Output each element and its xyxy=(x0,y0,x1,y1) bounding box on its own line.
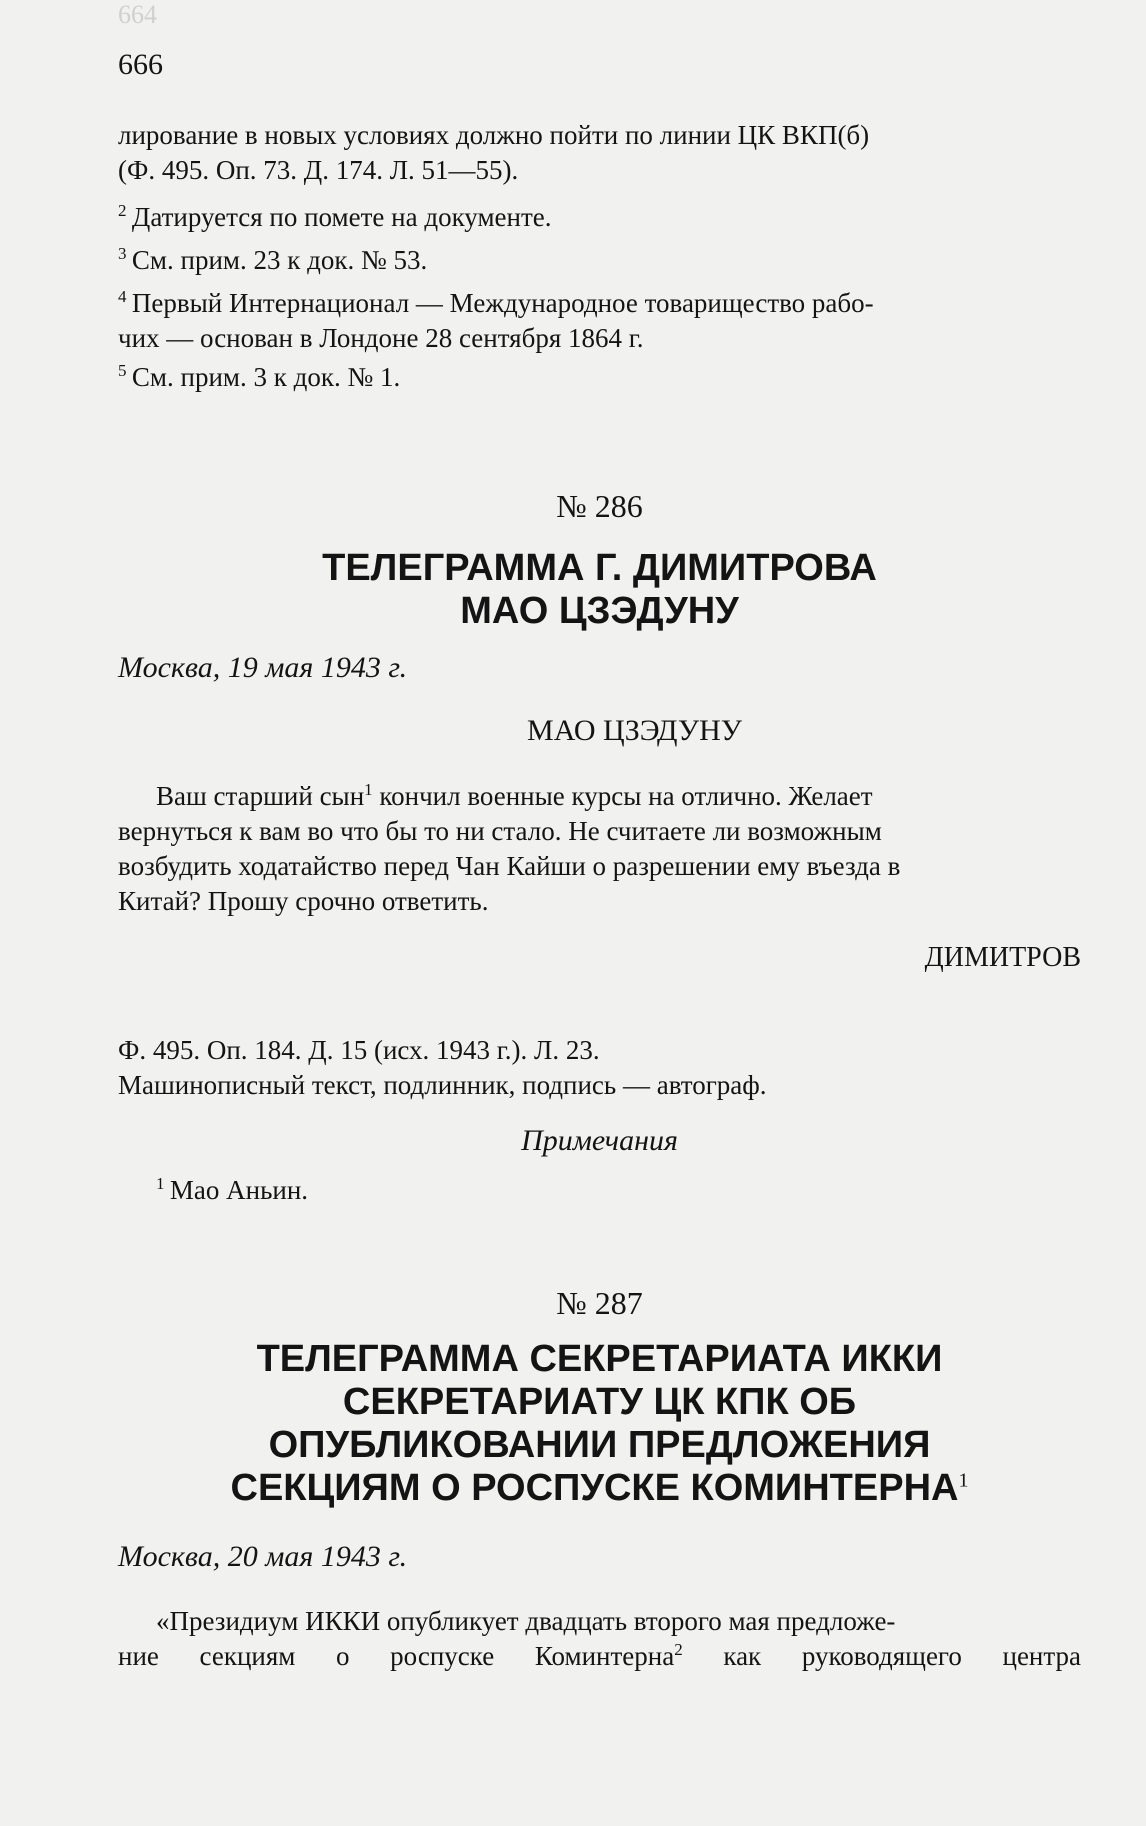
body-line: Китай? Прошу срочно ответить. xyxy=(118,886,489,916)
document-number: № 286 xyxy=(556,488,643,524)
title-line: ТЕЛЕГРАММА Г. ДИМИТРОВА xyxy=(322,547,877,589)
footnote xyxy=(118,286,1081,321)
footnote-number: 5 xyxy=(118,361,127,380)
footnote-number: 4 xyxy=(118,287,127,306)
telegram-body xyxy=(118,1604,1081,1674)
document-287 xyxy=(118,1284,1081,1674)
archive-desc: Машинописный текст, подлинник, подпись — автограф. xyxy=(118,1070,767,1100)
body-text: кончил военные курсы на отлично. Желает xyxy=(372,781,873,811)
footnote-ref: 2 xyxy=(674,1640,683,1659)
footnote-ref: 1 xyxy=(364,780,373,799)
notes-heading: Примечания xyxy=(521,1124,678,1157)
title-line: ОПУБЛИКОВАНИИ ПРЕДЛОЖЕНИЯ xyxy=(268,1424,931,1466)
page-number: 666 xyxy=(118,48,163,81)
title-line: СЕКРЕТАРИАТУ ЦК КПК ОБ xyxy=(342,1381,857,1423)
title-line xyxy=(118,1467,1081,1510)
footnote-number: 2 xyxy=(118,201,127,220)
footnote-text: См. прим. 3 к док. № 1. xyxy=(131,362,401,392)
addressee: МАО ЦЗЭДУНУ xyxy=(527,714,742,747)
footnote-text: Датируется по помете на документе. xyxy=(131,202,552,232)
archive-ref: Ф. 495. Оп. 184. Д. 15 (исх. 1943 г.). Л. 23. xyxy=(118,1035,600,1065)
body-line: «Президиум ИККИ опубликует двадцать второго мая предложе- xyxy=(156,1606,896,1636)
body-text: Ваш старший сын xyxy=(156,781,365,811)
body-line: вернуться к вам во что бы то ни стало. Не считаете ли возможным xyxy=(118,816,882,846)
footnote xyxy=(118,200,1081,235)
document-title xyxy=(118,547,1081,633)
prev-note-line: лирование в новых условиях должно пойти по линии ЦК ВКП(б) xyxy=(118,120,870,150)
place-date: Москва, 19 мая 1943 г. xyxy=(118,651,408,684)
place-date: Москва, 20 мая 1943 г. xyxy=(118,1540,408,1573)
note-number: 1 xyxy=(156,1174,165,1193)
body-line xyxy=(118,1639,1081,1674)
body-line xyxy=(118,779,1081,814)
signature: ДИМИТРОВ xyxy=(924,942,1081,973)
document-number: № 287 xyxy=(556,1285,643,1321)
title-line: ТЕЛЕГРАММА СЕКРЕТАРИАТА ИККИ xyxy=(256,1338,943,1380)
prev-note-line: (Ф. 495. Оп. 73. Д. 174. Л. 51—55). xyxy=(118,155,519,185)
footnote-number: 3 xyxy=(118,244,127,263)
footnote-text: См. прим. 23 к док. № 53. xyxy=(131,245,428,275)
title-line: МАО ЦЗЭДУНУ xyxy=(460,590,739,632)
body-line: возбудить ходатайство перед Чан Кайши о разрешении ему въезда в xyxy=(118,851,901,881)
bleed-through-page-number: 664 xyxy=(118,0,157,29)
body-text: как руководящего центра xyxy=(682,1641,1081,1671)
document-title xyxy=(118,1338,1081,1510)
title-text: СЕКЦИЯМ О РОСПУСКЕ КОМИНТЕРНА xyxy=(230,1467,959,1509)
note xyxy=(118,1173,1081,1208)
footnote xyxy=(118,243,1081,278)
footnote-continuation: чих — основан в Лондоне 28 сентября 1864 г. xyxy=(118,323,644,353)
body-text: ние секциям о роспуске Коминтерна xyxy=(118,1641,675,1671)
prev-footnotes xyxy=(118,200,1081,395)
document-286 xyxy=(118,487,1081,1208)
telegram-body xyxy=(118,779,1081,919)
footnote-ref: 1 xyxy=(958,1469,969,1492)
archive-reference xyxy=(118,1033,1081,1103)
note-text: Мао Аньин. xyxy=(169,1175,309,1205)
footnote xyxy=(118,360,1081,395)
footnote-text: Первый Интернационал — Международное товарищество рабо- xyxy=(131,288,874,318)
page-content xyxy=(118,118,1081,1674)
